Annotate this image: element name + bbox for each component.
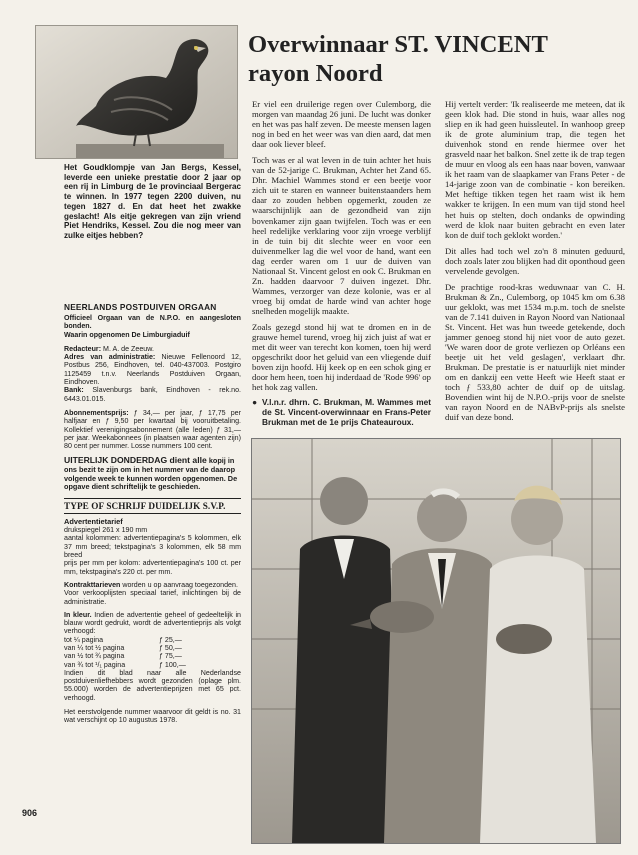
contract-rates: Kontrakttarieven worden u op aanvraag toegezonden. (64, 580, 238, 589)
photo-caption: ● V.l.n.r. dhrn. C. Brukman, M. Wammes met de St. Vincent-overwinnaar en Frans-Peter Brukman met de 1e prijs Chateauroux. (252, 397, 431, 427)
masthead-official: Officieel Orgaan van de N.P.O. en aangesloten bonden. (64, 314, 241, 331)
rate-row: tot ¼ pagina ƒ 25,— (64, 635, 182, 644)
masthead-limburgia: Waarin opgenomen De Limburgiaduif (64, 330, 190, 339)
rate-row: van ¼ tot ½ pagina ƒ 50,— (64, 643, 182, 652)
article-title (248, 30, 628, 88)
divider (64, 498, 241, 499)
bank-line: Bank: Slavenburgs bank, Eindhoven - rek.no. 6443.01.015. (64, 386, 241, 403)
deadline-notice: UITERLIJK DONDERDAG dient alle kopij in ons bezit te zijn om in het nummer van de daarop volgende week te kunnen worden opgenomen. De opgave dient schriftelijk te geschieden. (64, 455, 238, 492)
color-rates: In kleur. Indien de advertentie geheel of gedeeltelijk in blauw wordt gedrukt, wordt de advertentieprijs als volgt verhoogd: (64, 610, 241, 636)
title-line-1: Overwinnaar ST. VINCENT (248, 31, 548, 58)
ad-rates-header: Advertentietarief (64, 516, 123, 526)
address-line: Adres van administratie: Nieuwe Fellenoord 12, Postbus 256, Eindhoven, tel. 040-437003. Postgiro 1125459 t.n.v. Neerlands Postduiven Orgaan, Eindhoven. (64, 353, 241, 387)
paragraph: Dit alles had toch wel zo'n 8 minuten geduurd, doch zoals later zou blijken had dit oponthoud geen vervelende gevolgen. (445, 245, 625, 276)
type-notice: TYPE OF SCHRIJF DUIDELIJK S.V.P. (64, 500, 226, 511)
editor-line: Redacteur: M. A. de Zeeuw. (64, 344, 154, 353)
paragraph: De prachtige rood-kras weduwnaar van C. H. Brukman & Zn., Culemborg, op 1045 km om 6.38 uur geklokt, was met 1534 m.p.m. toch de snelste van de 7.141 duiven in Rayon Noord van Nationaal St. Vincent. Het was hun tweede getekende, doch jammer genoeg stond hij niet voor de auto gezet. 'We waren door de grote verliezen op Orléans een beetje uit het veld geslagen', verklaart dhr. Brukman. De prestatie is er natuurlijk niet minder om en dankzij een vette Heeft wie Heeft staat er toch ƒ 533,80 achter de duif op de uitslag. Bovendien wint hij de N.P.O.-prijs voor de snelste van rayon Noord en de NABvP-prijs als snelste duif van deze bond. (445, 281, 625, 423)
ad-rates-text: drukspiegel 261 x 190 mm aantal kolommen: advertentiepagina's 5 kolommen, elk 37 mm breed; tekstpagina's 3 kolommen, elk 58 mm breed prijs per mm per kolom: advertentiepagina's 100 ct. per mm, tekstpagina's 220 ct. per mm. (64, 526, 241, 576)
masthead (64, 302, 241, 725)
pigeon-caption: Het Goudklompje van Jan Bergs, Kessel, leverde een unieke prestatie door 2 jaar op een rij in Limburg de 1e provinciaal Bergerac te winnen. In 1977 tegen 2200 duiven, nu tegen 1827 d. En dat heet het zwakke geslacht! Als eitje gekregen van zijn vriend Piet Hendriks, Kessel. Zou die nog meer van zulke eitjes hebben? (64, 163, 241, 240)
sales-lists: Voor verkooplijsten speciaal tarief, inlichtingen bij de administratie. (64, 589, 241, 606)
paragraph: Hij vertelt verder: 'Ik realiseerde me meteen, dat ik geen klok had. Die stond in huis, waar alles nog sliep en ik had geen huissleutel. In wanhoop greep ik de grote aluminium trap, die tegen het duivenhok stond en rende hiermee over het grasveld naar het balkon. Snel zette ik de trap tegen de muur en vloog als een haas naar boven, vanwaar ik het raam van de slaapkamer van Frans Peter - de 14-jarige zoon van de combinatie - kon bereiken. Met heftige tikken tegen het raam wist ik hem wakker te krijgen. In een mum van tijd stond heel het huis op stelten, doch ondanks de opwinding werd de klok naar buiten gebracht en even later kon de duif toch geklokt worden.' (445, 99, 625, 240)
next-issue-note: Het eerstvolgende nummer waarvoor dit geldt is no. 31 wat verschijnt op 10 augustus 1978. (64, 708, 241, 725)
nationwide-note: Indien dit blad naar alle Nederlandse postduivenliefhebbers wordt gezonden (oplage plm. 55.000) worden de advertentieprijzen met 65 pct. verhoogd. (64, 668, 241, 702)
paragraph: Er viel een druilerige regen over Culemborg, die morgen van maandag 26 juni. De lucht was donker en het was pas half zeven. De meeste mensen lagen nog in bed en het weer was van dien aard, dat men daar ook liever bleef. (252, 99, 431, 150)
pigeon-photo (35, 25, 238, 159)
color-rate-table (64, 636, 241, 669)
title-line-2: rayon Noord (248, 60, 383, 87)
article-column-2 (445, 99, 625, 428)
winners-photo (251, 438, 621, 844)
paragraph: Zoals gezegd stond hij wat te dromen en in de grauwe hemel turend, vroeg hij zich juist af wat er met dit weer van terecht kon komen, toen hij werd opgeschrikt door het geluid van een vliegende duif boven zijn hoofd. Hij keek op en een schok ging er door hem heen, toen hij inderdaad de 'Rode 996' op het hok zag vallen. (252, 321, 431, 393)
divider (64, 513, 241, 514)
subscription-line: Abonnementsprijs: ƒ 34,— per jaar, ƒ 17,75 per halfjaar en ƒ 9,50 per kwartaal bij vooruitbetaling. Kollektief verenigingsabonnement (alle leden) ƒ 31,— per jaar. Weekabonnees (in plaatsen waar agenten zijn) 80 cent per nummer. Losse nummers 100 cent. (64, 408, 241, 451)
pigeon-illustration (36, 26, 237, 158)
page-number: 906 (22, 808, 38, 818)
masthead-name: NEERLANDS POSTDUIVEN ORGAAN (64, 302, 217, 312)
rate-row: van ¾ tot ¹/₁ pagina ƒ 100,— (64, 660, 186, 669)
bullet-icon: ● (252, 397, 258, 408)
paragraph: Toch was er al wat leven in de tuin achter het huis van de 52-jarige C. Brukman, Achter het Zand 65. Dhr. Machiel Wammes stond er een beetje voor zich uit te staren en wanneer buitenstaanders hem daar zo zouden hebben opgemerkt, zouden ze waarschijnlijk aan de gezondheid van zijn bovenkamer zijn gaan twijfelen. Toch was er een heel redelijke verklaring voor zijn vroege verblijf in de tuin bij dit slechte weer en voor een duivenmelker lag die wel voor de hand, want een dag eerder waren om 1 uur de duiven van Nationaal St. Vincent gelost en ook C. Brukman en Zn. hadden daarvoor 7 duiven ingezet. Dhr. Wammes, verzorger van deze kolonie, was er al vroeg bij omdat de harde wind van achter hoge snelheden mogelijk maakte. (252, 155, 431, 316)
rate-row: van ½ tot ¾ pagina ƒ 75,— (64, 652, 182, 661)
article-column-1 (252, 99, 431, 428)
winners-illustration (252, 439, 620, 843)
